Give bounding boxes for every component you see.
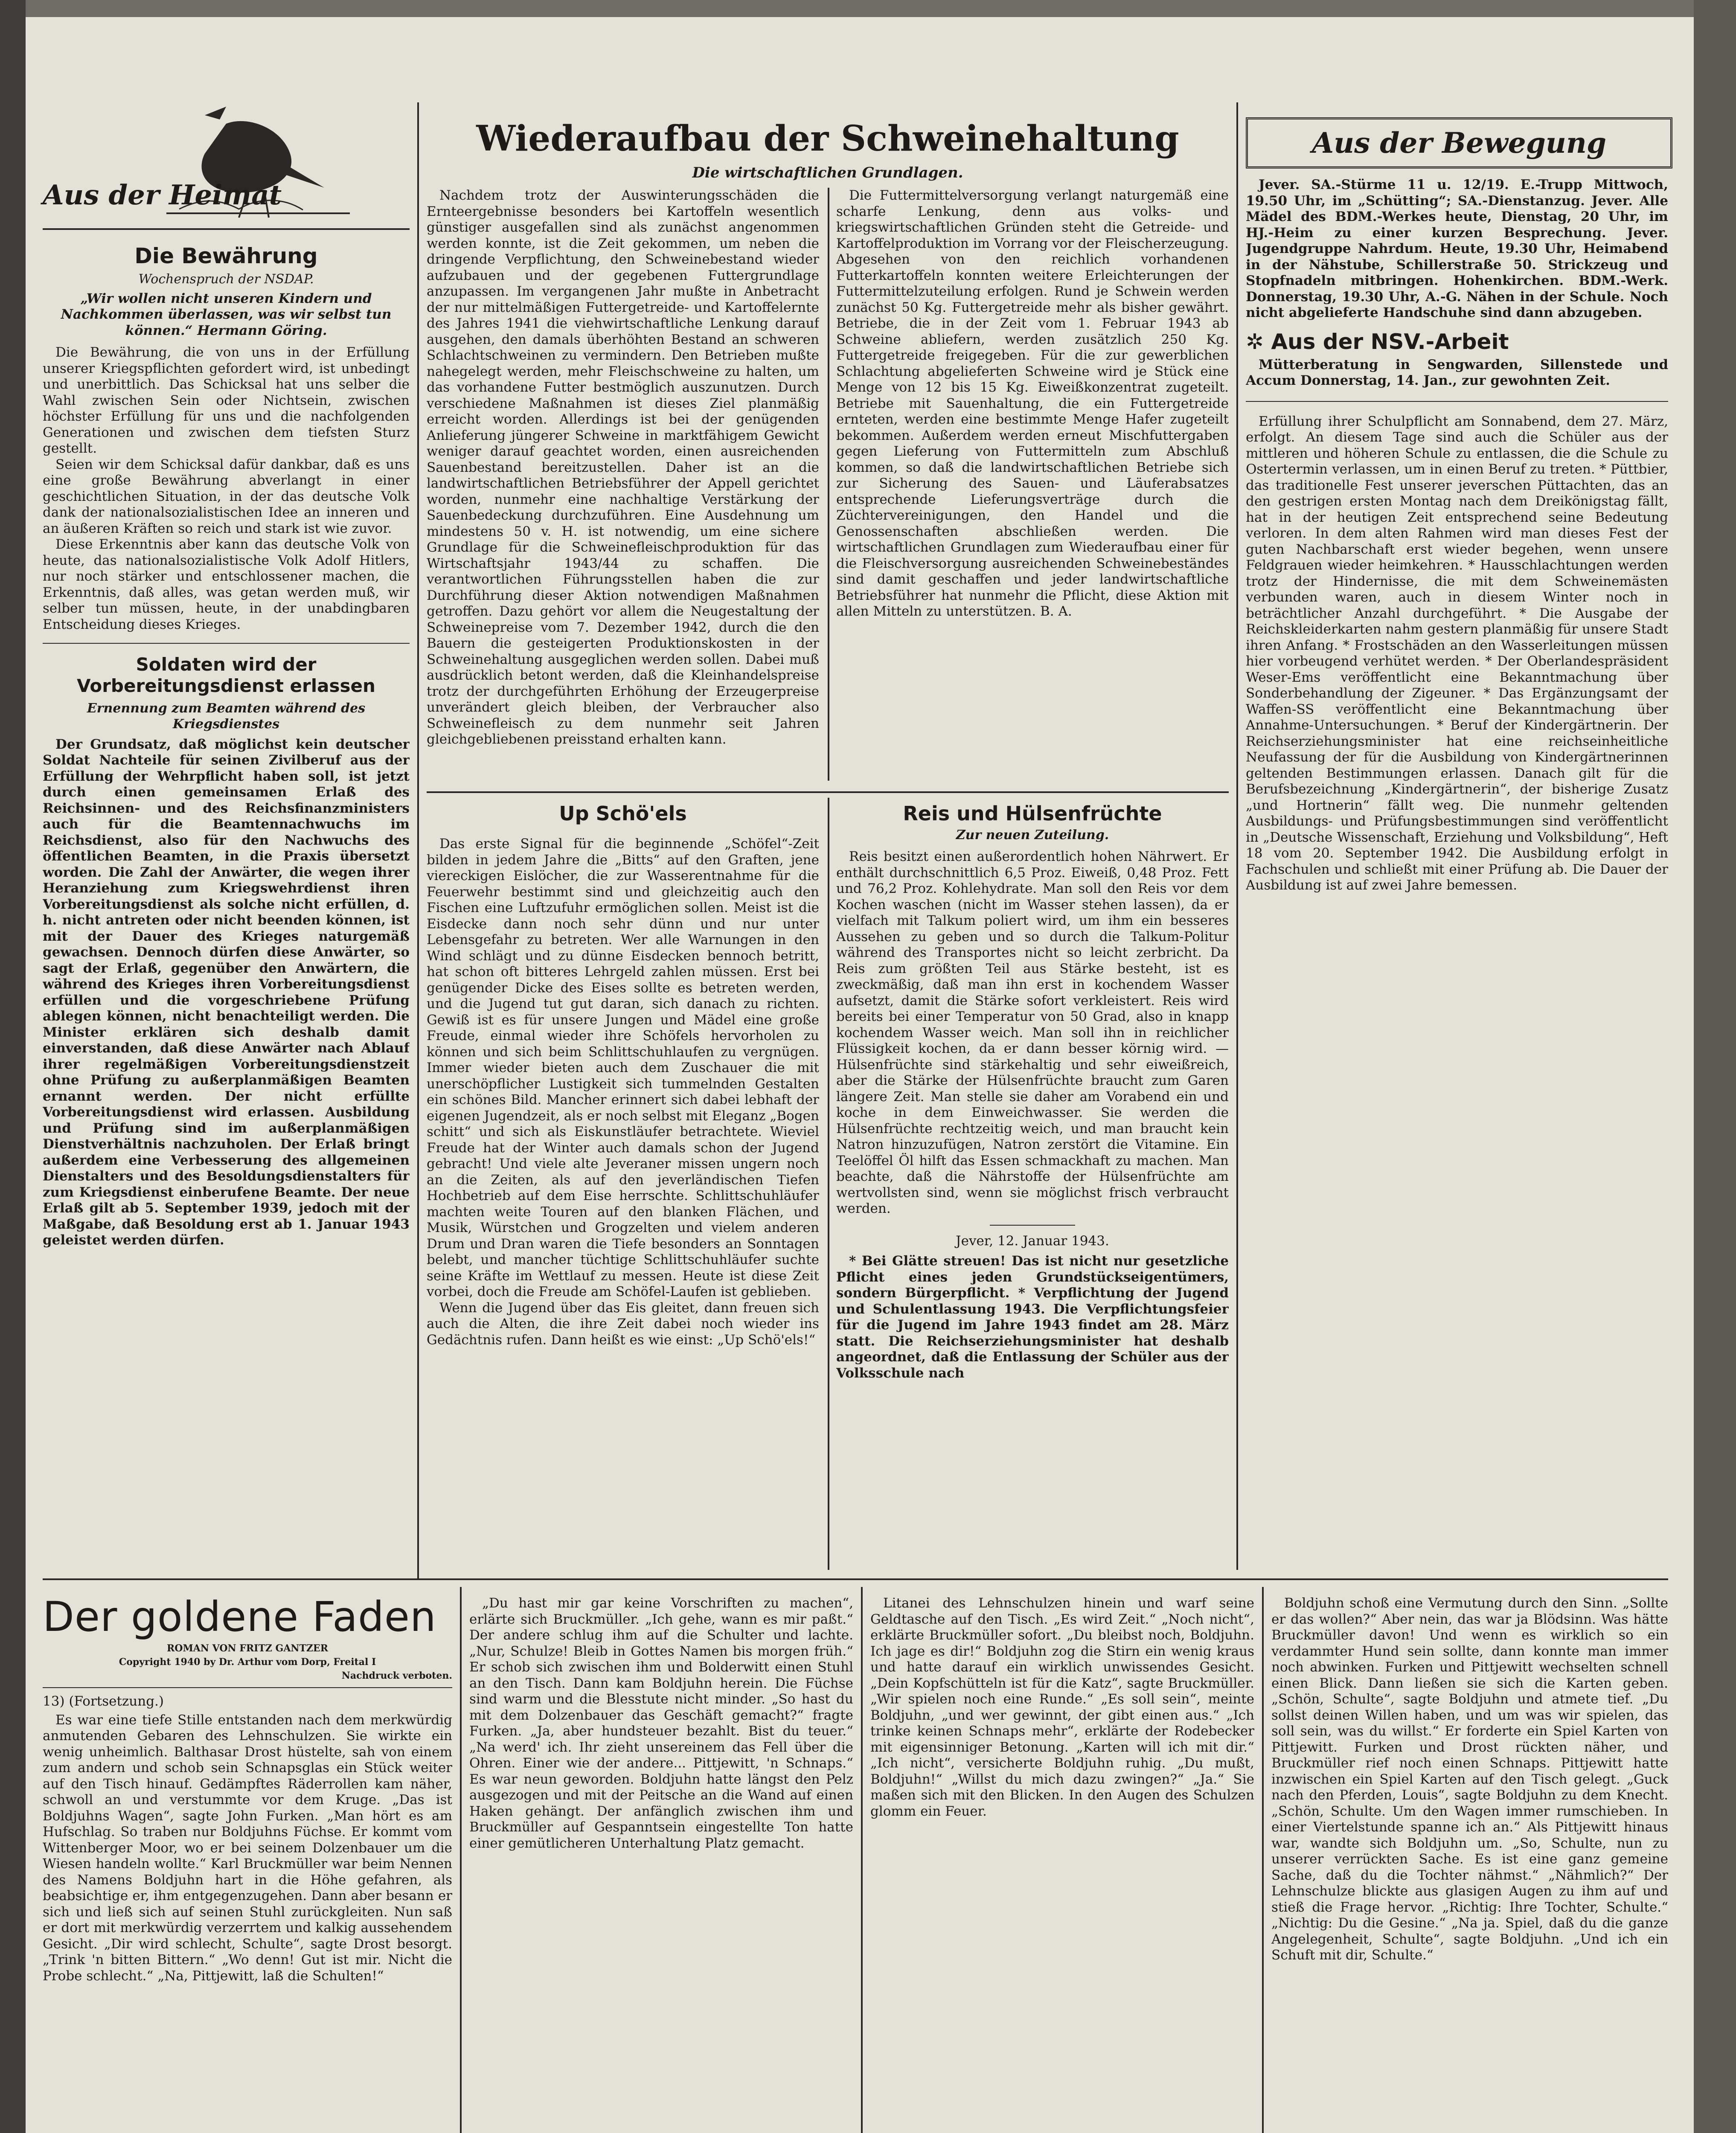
rule-col-reis: [828, 798, 829, 1570]
rule-schwein-mid: [828, 188, 829, 781]
schoefel-paragraph-1: Das erste Signal für die beginnende „Schöfel“-Zeit bilden in jedem Jahre die „Bitts“ auf den Graften, jene viereckigen Eislöcher, die zur Wasserentnahme für die Feuerwehr bestimmt sind und gleichzeitig auch den Fischen eine Luftzufuhr ermöglichen sollen. Meist ist die Eisdecke dann noch sehr dünn und nur unter Lebensgefahr zu betreten. Wer alle Warnungen in den Wind schlägt und zu dünne Eisdecken bennoch betritt, hat schon oft bitteres Lehrgeld zahlen müssen. Erst bei genügender Dicke des Eises sollte es betreten werden, und die Jugend tut gut daran, sich danach zu richten. Gewiß ist es für unsere Jungen und Mädel eine große Freude, einmal wieder ihre Schöfels hervorholen zu können und sich beim Schlittschuhlaufen zu vergnügen. Immer wieder bieten auch dem Zuschauer die mit unerschöpflicher Lustigkeit sich tummelnden Gestalten ein schönes Bild. Mancher erinnert sich dabei lebhaft der eigenen Jugendzeit, als er noch selbst mit Eleganz „Bogen schitt“ und sich als Eiskunstläufer betrachtete. Wieviel Freude hat der Winter auch damals schon der Jugend gebracht! Und viele alte Jeveraner missen ungern noch an die Zeiten, als auf den jeverländischen Tiefen Hochbetrieb auf dem Eise herrschte. Schlittschuhläufer machten weite Touren auf den blanken Flächen, und Musik, Würstchen und Grogzelten und vielem anderen Drum und Dran waren die Tiefe besonders an Sonntagen belebt, und mancher tüchtige Schlittschuhläufer suchte seine Kräfte im Wettlauf zu messen. Heute ist diese Zeit vorbei, doch die Freude am Schöfel-Laufen ist geblieben.: [427, 836, 819, 1299]
schoefel-paragraph-2: Wenn die Jugend über das Eis gleitet, dann freuen sich auch die Alten, die ihre Zeit dabei noch wieder ins Gedächtnis rufen. Dann heißt es wie einst: „Up Schö'els!“: [427, 1300, 819, 1348]
roman-fortsetzung-label: 13) (Fortsetzung.): [43, 1694, 164, 1709]
bewegung-column: [1246, 177, 1668, 1572]
schwein-column-1: Nachdem trotz der Auswinterungsschäden die Ernteergebnisse besonders bei Kartoffeln wesentlich günstiger ausgefallen sind als zunächst angenommen werden konnte, ist die Zeit gekommen, um neben die dringende Verpflichtung, den Schweinebestand wieder aufzubauen und der gegebenen Futtergrundlage anzupassen. Im vergangenen Jahr mußte in Anbetracht der nur mittelmäßigen Futtergetreide- und Kartoffelernte des Jahres 1941 die viehwirtschaftliche Lenkung darauf ausgehen, den damals überhöhten Bestand an schweren Schlachtschweinen zu vermindern. Den Betrieben mußte nahegelegt werden, mehr Fleischschweine zu halten, um das vorhandene Futter bestmöglich auszunutzen. Durch verschiedene Maßnahmen ist dieses Ziel planmäßig erreicht worden. Allerdings ist bei der genügenden Anlieferung jüngerer Schweine in marktfähigem Gewicht weniger darauf geachtet worden, einen ausreichenden Sauenbestand bereitzustellen. Daher ist an die landwirtschaftlichen Betriebsführer der Appell gerichtet worden, nunmehr eine nachhaltige Verstärkung der Sauenbedeckung durchzuführen. Eine Ausdehnung um mindestens 50 v. H. ist notwendig, um eine sichere Grundlage für die Schweinefleischproduktion für das Wirtschaftsjahr 1943/44 zu schaffen. Die verantwortlichen Führungsstellen haben die zur Durchführung dieser Aktion notwendigen Maßnahmen getroffen. Dazu gehört vor allem die Neugestaltung der Schweinepreise vom 7. Dezember 1942, durch die den Bauern die gesteigerten Produktionskosten in der Schweinehaltung ausgeglichen werden sollen. Dabei muß ausdrücklich betont werden, daß die Kleinhandelspreise trotz der durchgeführten Erhöhung der Erzeugerpreise unverändert gleich bleiben, der Verbraucher also Schweinefleisch zu dem nunmehr seit Jahren gleichgebliebenen preisstand erhalten kann.: [427, 188, 819, 747]
heimat-subhead-soldaten: Ernennung zum Beamten während des Kriegsdienstes: [87, 700, 366, 732]
heimat-wochenspruch: Wochenspruch der NSDAP.: [138, 272, 314, 287]
heimat-logo: [26, 90, 410, 226]
nsv-headline: [1246, 329, 1668, 355]
reis-dateline: Jever, 12. Januar 1943.: [956, 1233, 1109, 1249]
rule-schwein-bottom: [427, 791, 1229, 793]
heimat-paragraph-3: Diese Erkenntnis aber kann das deutsche Volk von heute, das nationalsozialistische Volk Adolf Hitlers, nur noch stärker und entschlossener machen, die Erkenntnis, daß alles, was getan werden muß, wir selber tun müssen, heute, in der unabdingbaren Entscheidung dieses Krieges.: [43, 537, 410, 632]
nsv-swastika-icon: ✲: [1246, 329, 1271, 354]
roman-text-3: Litanei des Lehnschulzen hinein und warf seine Geldtasche auf den Tisch. „Es wird Zeit.“ „Noch nicht“, erklärte Bruckmüller sofort. „Du bleibst noch, Boldjuhn. Ich jage es dir!“ Boldjuhn zog die Stirn ein wenig kraus und hatte darauf ein wirklich unwissendes Gesicht. „Dein Kopfschütteln ist für die Katz“, sagte Bruckmüller. „Wir spielen noch eine Runde.“ „Es soll sein“, meinte Boldjuhn, „und wer gewinnt, der gibt einen aus.“ „Ich trinke keinen Schnaps mehr“, erklärte der Rodebecker mit eigensinniger Betonung. „Karten will ich mit dir.“ „Ich nicht“, versicherte Boldjuhn ruhig. „Du mußt, Boldjuhn!“ „Willst du mich dazu zwingen?“ „Ja.“ Sie maßen sich mit den Blicken. In den Augen des Schulzen glomm ein Feuer.: [870, 1595, 1254, 1819]
reis-column: [836, 849, 1229, 1570]
bewegung-headline: Aus der Bewegung: [1246, 117, 1672, 169]
rule-roman-2: [861, 1587, 863, 2133]
roman-title: Der goldene Faden: [43, 1593, 436, 1641]
rule-bewegung-mid: [1246, 401, 1668, 402]
rule-roman-1: [460, 1587, 462, 2133]
roman-text-2: „Du hast mir gar keine Vorschriften zu machen“, erlärte sich Bruckmüller. „Ich gehe, wann es mir paßt.“ Der andere schlug ihm auf die Schulter und lachte. „Nur, Schulze! Bleib in Gottes Namen bis morgen früh.“ Er schob sich zwischen ihm und Bolderwitt einen Stuhl an den Tisch. Dann kam Boldjuhn herein. Die Füchse sind warm und die Blesstute nicht minder. „So hast du mit dem Dolzenbauer das Geschäft gemacht?“ fragte Furken. „Ja, aber hundsteuer bezahlt. Bist du teuer.“ „Na werd' ich. Ihr zieht unsereinem das Fell über die Ohren. Einer wie der andere... Pittjewitt, 'n Schnaps.“ Es war neun geworden. Boldjuhn hatte längst den Pelz ausgezogen und mit der Peitsche an die Wand auf einen Haken gehängt. Der anfänglich zwischen ihm und Bruckmüller auf Gespanntsein eingestellte Ton hatte einer gemütlicheren Unterhaltung Platz gemacht.: [469, 1595, 853, 1851]
heimat-paragraph-4: Der Grundsatz, daß möglichst kein deutscher Soldat Nachteile für seinen Zivilberuf aus der Erfüllung der Wehrpflicht haben soll, ist jetzt durch einen gemeinsamen Erlaß des Reichsinnen- und des Reichsfinanzministers auch für die Beamtennachwuchs im Reichsdienst, also für den Nachwuchs des öffentlichen Beamten, in die Praxis übersetzt worden. Die Zahl der Anwärter, die wegen ihrer Heranziehung zum Kriegswehrdienst ihren Vorbereitungsdienst als solche nicht erfüllen, d. h. nicht antreten oder nicht beenden können, ist mit der Dauer des Krieges naturgemäß gewachsen. Dennoch dürfen diese Anwärter, so sagt der Erlaß, gegenüber den Anwärtern, die während des Krieges ihren Vorbereitungsdienst erfüllen und die vorgeschriebene Prüfung ablegen können, nicht benachteiligt werden. Die Minister erklären sich deshalb damit einverstanden, daß diese Anwärter nach Ablauf ihrer regelmäßigen Vorbereitungsdienstzeit ohne Prüfung zu außerplanmäßigen Beamten ernannt werden. Der nicht erfüllte Vorbereitungsdienst wird erlassen. Ausbildung und Prüfung sind im außerplanmäßigen Dienstverhältnis nachzuholen. Der Erlaß bringt außerdem eine Verbesserung des allgemeinen Dienstalters und des Besoldungsdienstalters für zum Kriegsdienst einberufene Beamte. Der neue Erlaß gilt ab 5. September 1939, jedoch mit der Maßgabe, daß Besoldung erst ab 1. Januar 1943 geleistet werden dürfen.: [43, 736, 410, 1248]
roman-text-4: Boldjuhn schoß eine Vermutung durch den Sinn. „Sollte er das wollen?“ Aber nein, das war ja Blödsinn. Was hätte Bruckmüller davon! Und wenn es wirklich so ein verdammter Hund sein sollte, dann konnte man immer noch abwinken. Furken und Pittjewitt wechselten schnell einen Blick. Dann ließen sie sich die Karten geben. „Schön, Schulte“, sagte Boldjuhn und atmete tief. „Du sollst deinen Willen haben, und um was wir spielen, das soll sein, was du willst.“ Er forderte ein Spiel Karten von Pittjewitt. Furken und Drost rückten näher, und Bruckmüller rief noch einen Schnaps. Pittjewitt hatte inzwischen ein Spiel Karten auf den Tisch gelegt. „Guck nach den Pferden, Louis“, sagte Boldjuhn zu dem Knecht. „Schön, Schulte. Um den Wagen immer rumschieben. In einer Viertelstunde spanne ich an.“ Als Pittjewitt hinaus war, wandte sich Boldjuhn um. „So, Schulte, nun zu unserer verrückten Sache. Es ist eine ganz gemeine Sache, daß du die Tochter nähmst.“ „Nähmlich?“ Der Lehnschulze blickte aus glasigen Augen zu ihm auf und stieß die Frage hervor. „Richtig: Ihre Tochter, Schulte.“ „Nichtig: Du die Gesine.“ „Na ja. Spiel, daß du die ganze Angelegenheit, Schulte“, sagte Boldjuhn. „Und ich ein Schuft mit dir, Schulte.“: [1271, 1595, 1668, 1963]
roman-column-2: [469, 1595, 853, 2133]
reis-paragraph: Reis besitzt einen außerordentlich hohen Nährwert. Er enthält durchschnittlich 6,5 Proz. Eiweiß, 0,48 Proz. Fett und 76,2 Proz. Kohlehydrate. Man soll den Reis vor dem Kochen waschen (nicht im Wasser stehen lassen), da er vielfach mit Talkum poliert wird, um ihm ein besseres Aussehen zu geben und so durch die Talkum-Politur während des Transportes nicht so leicht zerbricht. Da Reis zum größten Teil aus Stärke besteht, ist es zweckmäßig, daß man ihn erst in kochendem Wasser aufsetzt, damit die Stärke sofort verkleistert. Reis wird bereits bei einer Temperatur von 50 Grad, also in knapp kochendem Wasser weich. Man soll ihn in reichlicher Flüssigkeit kochen, da er dann besser körnig wird. — Hülsenfrüchte sind stärkehaltig und sehr eiweißreich, aber die Stärke der Hülsenfrüchte braucht zum Garen längere Zeit. Man stelle sie daher am Vorabend ein und koche in dem Einweichwasser. Sie werden die Hülsenfrüchte rechtzeitig weich, und man braucht kein Natron hinzuzufügen, Natron zerstört die Vitamine. Ein Teelöffel Öl hilft das Essen schmackhaft zu machen. Man beachte, daß die Nährstoffe der Hülsenfrüchte am wertvollsten sind, wenn sie möglichst frisch verbraucht werden.: [836, 849, 1229, 1216]
rule-heimat-top: [43, 228, 410, 230]
schoefel-column: [427, 836, 819, 1570]
roman-column-4: [1271, 1595, 1668, 2133]
rule-heimat-mid: [43, 643, 410, 644]
nsv-headline-text: Aus der NSV.-Arbeit: [1271, 329, 1509, 354]
rule-roman-3: [1262, 1587, 1264, 2133]
rule-roman-title: [43, 1687, 452, 1688]
roman-author: ROMAN VON FRITZ GANTZER: [167, 1643, 328, 1654]
reis-subhead: Zur neuen Zuteilung.: [956, 828, 1109, 843]
heimat-headline-bewaehrung: Die Bewährung: [134, 244, 318, 268]
heimat-quote: „Wir wollen nicht unseren Kindern und Nachkommen überlassen, was wir selbst tun können.“ Hermann Göring.: [61, 291, 392, 338]
schoefel-headline: Up Schö'els: [559, 802, 687, 825]
page-edge-right: [1694, 0, 1736, 2133]
roman-nachdruck: Nachdruck verboten.: [341, 1670, 452, 1681]
page-edge-left: [0, 0, 26, 2133]
rule-col1: [417, 102, 419, 1578]
roman-column-3: [870, 1595, 1254, 2133]
heimat-paragraph-2: Seien wir dem Schicksal dafür dankbar, daß es uns eine große Bewährung abverlangt in einer geschichtlichen Situation, in der das deutsche Volk dank der nationalsozialistischen Idee an inneren und an äußeren Kräften so reich und stark ist wie zuvor.: [43, 456, 410, 536]
heimat-headline-soldaten: Soldaten wird der Vorbereitungsdienst erlassen: [77, 654, 375, 697]
heimat-paragraph-1: Die Bewährung, die von uns in der Erfüllung unserer Kriegspflichten gefordert wird, ist unbedingt und unerbittlich. Das Schicksal hat uns selber die Wahl zwischen Sein oder Nichtsein, zwischen höchster Erfüllung für uns und die nachfolgenden Generationen und zwischen dem tiefsten Sturz gestellt.: [43, 345, 410, 456]
schwein-headline: Wiederaufbau der Schweinehaltung: [476, 118, 1179, 159]
rule-roman-top: [43, 1578, 1668, 1580]
reis-headline: Reis und Hülsenfrüchte: [903, 802, 1162, 825]
roman-column-1: [43, 1694, 452, 2133]
heimat-logo-text: Aus der Heimat: [43, 179, 282, 211]
newspaper-page: [26, 17, 1694, 2133]
rule-reis-short: [990, 1225, 1075, 1226]
rule-col-bewegung: [1236, 102, 1238, 1570]
nsv-text: Mütterberatung in Sengwarden, Sillenstede und Accum Donnerstag, 14. Jan., zur gewohnten Zeit.: [1246, 357, 1668, 388]
bewegung-notices: Jever. SA.-Stürme 11 u. 12/19. E.-Trupp Mittwoch, 19.50 Uhr, im „Schütting“; SA.-Dienstanzug. Jever. Alle Mädel des BDM.-Werkes heute, Dienstag, 20 Uhr, im HJ.-Heim zu einer kurzen Besprechung. Jever. Jugendgruppe Nahrdum. Heute, 19.30 Uhr, Heimabend in der Nähstube, Schillerstraße 50. Strickzeug und Stopfnadeln mitbringen. Hohenkirchen. BDM.-Werk. Donnerstag, 19.30 Uhr, A.-G. Nähen in der Schule. Noch nicht abgelieferte Handschuhe sind dann abzugeben.: [1246, 177, 1668, 320]
bewegung-local-news: Erfüllung ihrer Schulpflicht am Sonnabend, dem 27. März, erfolgt. An diesem Tage sind auch die Schüler aus der mittleren und höheren Schule zu entlassen, die die Schule zu Ostertermin verlassen, um in einen Beruf zu treten. * Püttbier, das traditionelle Fest unserer jeverschen Püttachten, das an den gestrigen ersten Montag nach dem Dreikönigstag fällt, hat in der heutigen Zeit entsprechend seine Bedeutung verloren. In dem alten Rahmen wird man dieses Fest der guten Nachbarschaft erst wieder begehen, wenn unsere Feldgrauen wieder heimkehren. * Hausschlachtungen werden trotz der Hindernisse, die mit dem Schweinemästen verbunden waren, auch in diesem Winter noch in beträchtlicher Anzahl durchgeführt. * Die Ausgabe der Reichskleiderkarten nahm gestern planmäßig für unsere Stadt ihren Anfang. * Frostschäden an den Wasserleitungen müssen hier vorbeugend verhütet werden. * Der Oberlandespräsident Weser-Ems veröffentlicht eine Bekanntmachung über Sonderbehandlung der Zigeuner. * Das Ergänzungsamt der Waffen-SS veröffentlicht eine Bekanntmachung über Annahme-Untersuchungen. * Beruf der Kindergärtnerin. Der Reichserziehungsminister hat eine reichseinheitliche Neufassung der für die Ausbildung von Kindergärtnerinnen geltenden Bestimmungen erlassen. Danach gilt für die Berufsbezeichnung „Kindergärtnerin“, der bisherige Zusatz „und Hortnerin“ fällt weg. Die nunmehr geltenden Ausbildungs- und Prüfungsbestimmungen sind veröffentlicht in „Deutsche Wissenschaft, Erziehung und Volksbildung“, Heft 18 vom 20. September 1942. Die Ausbildung erfolgt in Fachschulen und schließt mit einer Prüfung ab. Die Dauer der Ausbildung ist auf zwei Jahre bemessen.: [1246, 413, 1668, 893]
roman-text-1: Es war eine tiefe Stille entstanden nach dem merkwürdig anmutenden Gebaren des Lehnschulzen. Sie wirkte ein wenig unheimlich. Balthasar Drost hüstelte, sah von einem zum andern und schob sein Schnapsglas ein Stück weiter auf den Tisch hinauf. Gedämpftes Räderrollen kam näher, schwoll an und verstummte vor dem Kruge. „Das ist Boldjuhns Wagen“, sagte John Furken. „Man hört es am Hufschlag. So traben nur Boldjuhns Füchse. Er kommt vom Wittenberger Moor, wo er bei seinem Dolzenbauer um die Wiesen handeln wollte.“ Karl Bruckmüller war beim Nennen des Namens Boldjuhn hart in die Höhe gefahren, als beabsichtige er, ihm entgegenzugehen. Dann aber besann er sich und ließ sich auf seinen Stuhl zurückgleiten. Nun saß er dort mit merkwürdig verzerrtem und kalkig aussehendem Gesicht. „Dir wird schlecht, Schulte“, sagte Drost besorgt. „Trink 'n bitten Bittern.“ „Wo denn! Gut ist mir. Nicht die Probe schlecht.“ „Na, Pittjewitt, laß die Schulten!“: [43, 1712, 452, 1984]
roman-copyright: Copyright 1940 by Dr. Arthur vom Dorp, Freital I: [119, 1656, 376, 1668]
schwein-column-2: Die Futtermittelversorgung verlangt naturgemäß eine scharfe Lenkung, denn aus volks- und kriegswirtschaftlichen Gründen steht die Getreide- und Kartoffelproduktion im Vorrang vor der Fleischerzeugung. Abgesehen von den reichlich vorhandenen Futterkartoffeln konnten weitere Erleichterungen der Futtermittelzuteilung erfolgen. Rund je Schwein werden zunächst 50 Kg. Futtergetreide mehr als bisher gewährt. Betriebe, die in der Zeit vom 1. Februar 1943 ab Schweine abliefern, werden zusätzlich 250 Kg. Futtergetreide freigegeben. Für die zur gewerblichen Schlachtung abgelieferten Schweine wird je Stück eine Menge von 12 bis 15 Kg. Eiweißkonzentrat zugeteilt. Betriebe mit Sauenhaltung, die ein Futtergetreide ernteten, werden eine bestimmte Menge Hafer zugeteilt bekommen. Außerdem werden erneut Mischfuttergaben gegen Lieferung von Futtermitteln zum Abschluß kommen, so daß die landwirtschaftlichen Betriebe sich zur Sicherung des Sauen- und Läuferabsatzes entsprechende Lieferungsverträge durch die Züchtervereinigungen, den Handel und die Genossenschaften abschließen werden. Die wirtschaftlichen Grundlagen zum Wiederaufbau einer für die Fleischversorgung ausreichenden Schweinebeständes sind damit geschaffen und jeder landwirtschaftliche Betriebsführer hat nunmehr die Pflicht, diese Aktion mit allen Mitteln zu unterstützen. B. A.: [836, 188, 1229, 619]
reis-notes: * Bei Glätte streuen! Das ist nicht nur gesetzliche Pflicht eines jeden Grundstückseigentümers, sondern Bürgerpflicht. * Verpflichtung der Jugend und Schulentlassung 1943. Die Verpflichtungsfeier für die Jugend im Jahre 1943 findet am 28. März statt. Die Reichserziehungsminister hat deshalb angeordnet, daß die Entlassung der Schüler aus der Volksschule nach: [836, 1253, 1229, 1381]
schwein-subhead: Die wirtschaftlichen Grundlagen.: [692, 164, 963, 181]
